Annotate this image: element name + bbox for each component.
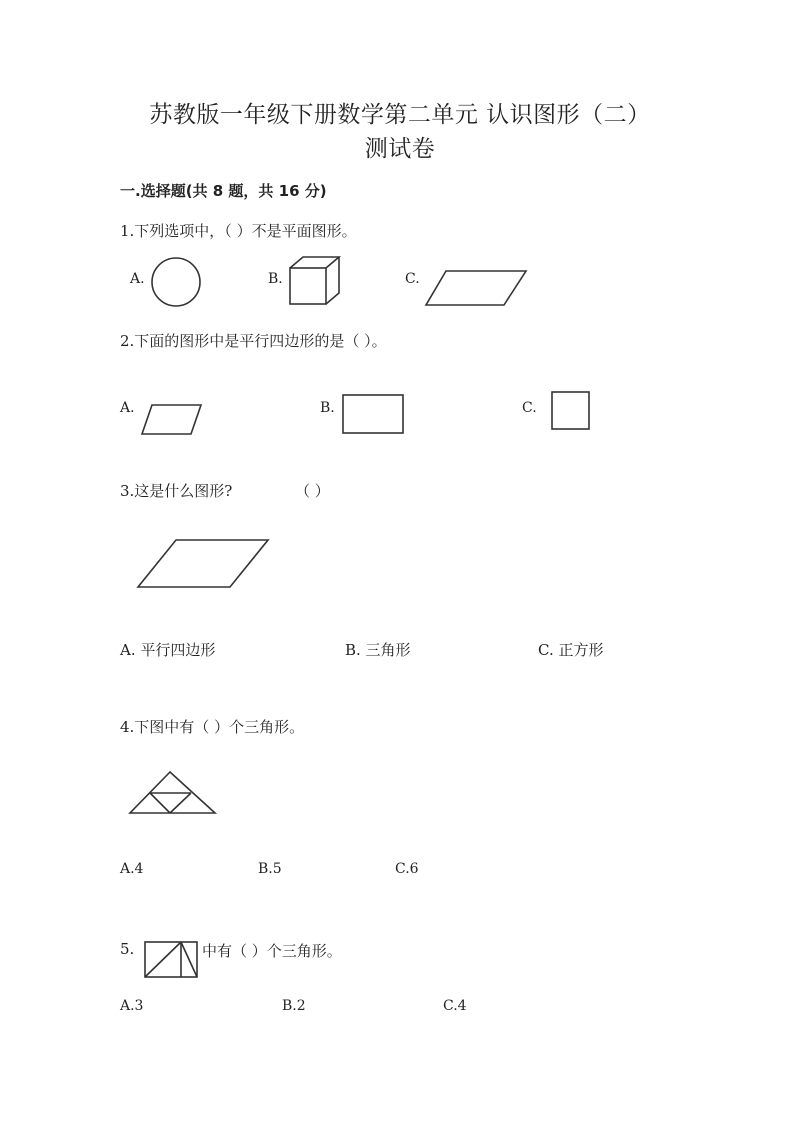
question-4-option-a[interactable]: A.4 [120,861,144,877]
question-3-blank: （ ） [295,482,330,500]
question-2-text: 2.下面的图形中是平行四边形的是（ ）。 [120,332,387,350]
page-subtitle: 测试卷 [364,136,436,162]
circle-icon [150,257,202,307]
question-3-text: 3.这是什么图形? [120,482,233,500]
section-header: 一.选择题(共 8 题，共 16 分) [120,182,327,200]
square-icon [550,390,592,432]
question-5-option-c[interactable]: C.4 [443,998,467,1014]
rectangle-icon [341,393,405,435]
question-4-text: 4.下图中有（ ）个三角形。 [120,718,305,736]
question-1-text: 1.下列选项中，（ ）不是平面图形。 [120,222,357,240]
question-1-option-c[interactable]: C. [405,271,420,287]
question-5-number: 5. [120,940,135,958]
page-title: 苏教版一年级下册数学第二单元 认识图形（二） [149,102,651,128]
cube-icon [288,255,342,307]
question-1-option-b[interactable]: B. [268,271,283,287]
question-2-option-a[interactable]: A. [120,400,135,416]
question-1-option-a[interactable]: A. [130,271,145,287]
triangle-figure-icon [128,770,218,816]
question-5-option-a[interactable]: A.3 [120,998,144,1014]
question-2-option-b[interactable]: B. [320,400,335,416]
parallelogram-icon [424,269,528,307]
question-5-text: 中有（ ）个三角形。 [202,942,342,960]
question-4-option-b[interactable]: B.5 [258,861,282,877]
parallelogram-icon [140,403,204,437]
divided-rectangle-icon [143,940,199,978]
question-3-option-b[interactable]: B. 三角形 [345,641,411,659]
question-4-option-c[interactable]: C.6 [395,861,419,877]
question-5-option-b[interactable]: B.2 [282,998,306,1014]
parallelogram-icon [136,538,270,590]
question-2-option-c[interactable]: C. [522,400,537,416]
question-3-option-c[interactable]: C. 正方形 [538,641,604,659]
question-3-option-a[interactable]: A. 平行四边形 [120,641,216,659]
